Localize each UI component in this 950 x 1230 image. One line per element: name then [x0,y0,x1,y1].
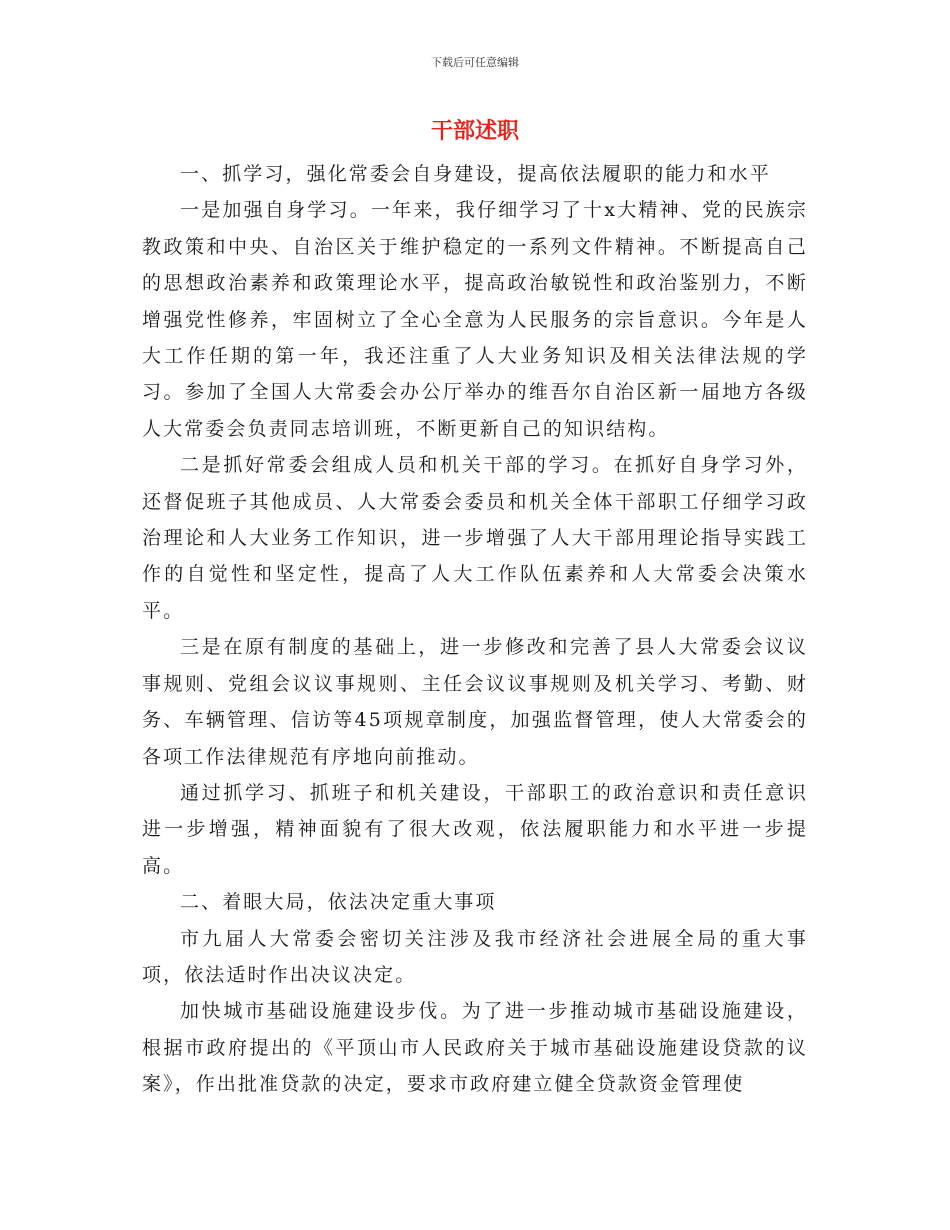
paragraph-infrastructure: 加快城市基础设施建设步伐。为了进一步推动城市基础设施建设，根据市政府提出的《平顶山市人民政府关于城市基础设施建设贷款的议案》，作出批准贷款的决定，要求市政府建立健全贷款资金管理使 [142,1000,808,1096]
paragraph-staff-study: 二是抓好常委会组成人员和机关干部的学习。在抓好自身学习外，还督促班子其他成员、人大常委会委员和机关全体干部职工仔细学习政治理论和人大业务工作知识，进一步增强了人大干部用理论指导实践工作的自觉性和坚定性，提高了人大工作队伍素养和人大常委会决策水平。 [142,454,808,622]
paragraph-summary: 通过抓学习、抓班子和机关建设，干部职工的政治意识和责任意识进一步增强，精神面貌有了很大改观，依法履职能力和水平进一步提高。 [142,781,808,877]
document-title: 干部述职 [430,119,519,144]
paragraph-section-2-heading: 二、着眼大局，依法决定重大事项 [180,891,497,914]
paragraph-section-1-heading: 一、抓学习，强化常委会自身建设，提高依法履职的能力和水平 [180,163,771,185]
paragraph-self-study: 一是加强自身学习。一年来，我仔细学习了十x大精神、党的民族宗教政策和中央、自治区关于维护稳定的一系列文件精神。不断提高自己的思想政治素养和政策理论水平，提高政治敏锐性和政治鉴别力，不断增强党性修养，牢固树立了全心全意为人民服务的宗旨意识。今年是人大工作任期的第一年，我还注重了人大业务知识及相关法律法规的学习。参加了全国人大常委会办公厅举办的维吾尔自治区新一届地方各级人大常委会负责同志培训班，不断更新自己的知识结构。 [142,199,808,440]
paragraph-rules: 三是在原有制度的基础上，进一步修改和完善了县人大常委会议议事规则、党组会议议事规则、主任会议议事规则及机关学习、考勤、财务、车辆管理、信访等45项规章制度，加强监督管理，使人大常委会的各项工作法律规范有序地向前推动。 [142,636,808,768]
header-note: 下载后可任意编辑 [431,56,519,69]
document-body [142,156,808,1103]
paragraph-major-matters: 市九届人大常委会密切关注涉及我市经济社会进展全局的重大事项，依法适时作出决议决定。 [142,927,808,986]
